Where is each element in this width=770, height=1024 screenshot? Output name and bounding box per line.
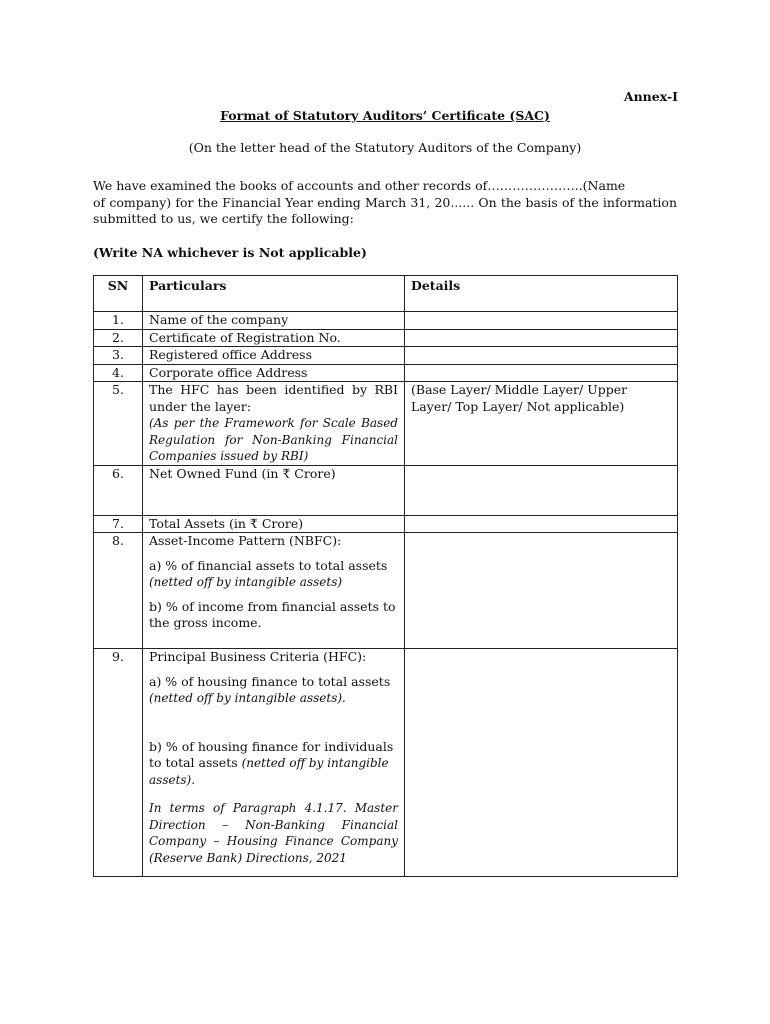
- row-particulars: [143, 649, 405, 877]
- principal-business-item-a-note: (netted off by intangible assets).: [149, 691, 346, 705]
- row-particulars: Certificate of Registration No.: [143, 329, 405, 347]
- row-particulars: Total Assets (in ₹ Crore): [143, 515, 405, 533]
- table-row: [94, 465, 678, 515]
- intro-line-1: We have examined the books of accounts and other records of…………………..(Name: [93, 178, 626, 193]
- principal-business-heading: Principal Business Criteria (HFC):: [149, 649, 367, 664]
- row-details-cell[interactable]: [405, 515, 678, 533]
- table-row: [94, 533, 678, 649]
- principal-business-item-a: a) % of housing finance to total assets: [149, 673, 391, 689]
- table-row: [94, 329, 678, 347]
- row-sn: 6.: [94, 465, 143, 515]
- table-row: [94, 364, 678, 382]
- row-particulars: Corporate office Address: [143, 364, 405, 382]
- row-details-cell[interactable]: (Base Layer/ Middle Layer/ Upper Layer/ Top Layer/ Not applicable): [405, 382, 678, 466]
- table-row: [94, 312, 678, 330]
- table-row: [94, 649, 678, 877]
- row-sn: 1.: [94, 312, 143, 330]
- header-details: Details: [405, 276, 678, 312]
- row-details-cell[interactable]: [405, 364, 678, 382]
- row-details-cell[interactable]: [405, 312, 678, 330]
- row-sn: 9.: [94, 649, 143, 877]
- row-sn: 7.: [94, 515, 143, 533]
- asset-income-item-b: b) % of income from financial assets to the gross income.: [149, 598, 396, 630]
- row-sn: 5.: [94, 382, 143, 466]
- principal-business-item-b-text: b) % of housing finance for individuals to total assets: [149, 738, 394, 770]
- row-details-cell[interactable]: [405, 347, 678, 365]
- row-particulars: Registered office Address: [143, 347, 405, 365]
- annex-label: Annex-I: [623, 89, 678, 104]
- row-sn: 4.: [94, 364, 143, 382]
- principal-business-item-b-note: (netted off by intangible assets).: [149, 756, 389, 787]
- table-header-row: [94, 276, 678, 312]
- instruction-note: (Write NA whichever is Not applicable): [93, 245, 367, 260]
- layer-framework-note: (As per the Framework for Scale Based Regulation for Non-Banking Financial Companies issued by RBI): [149, 416, 398, 463]
- row-particulars: [143, 382, 405, 466]
- row-sn: 2.: [94, 329, 143, 347]
- page-title: Format of Statutory Auditors’ Certificate (SAC): [220, 108, 550, 123]
- table-row: [94, 347, 678, 365]
- row-particulars: Name of the company: [143, 312, 405, 330]
- asset-income-item-a: a) % of financial assets to total assets: [149, 557, 388, 573]
- intro-line-3: submitted to us, we certify the following:: [93, 211, 354, 226]
- row-sn: 3.: [94, 347, 143, 365]
- header-particulars: Particulars: [143, 276, 405, 312]
- asset-income-heading: Asset-Income Pattern (NBFC):: [149, 533, 342, 548]
- row-details-cell[interactable]: [405, 533, 678, 649]
- header-sn: SN: [94, 276, 143, 312]
- row-details-cell[interactable]: [405, 649, 678, 877]
- row-particulars: [143, 533, 405, 649]
- intro-paragraph: [93, 178, 677, 228]
- row-details-cell[interactable]: [405, 329, 678, 347]
- table-row: [94, 382, 678, 466]
- page-subtitle: (On the letter head of the Statutory Auditors of the Company): [188, 140, 582, 155]
- row-sn: 8.: [94, 533, 143, 649]
- master-direction-reference: In terms of Paragraph 4.1.17. Master Direction – Non-Banking Financial Company – Housing Finance Company (Reserve Bank) Directions, 2021: [149, 801, 398, 865]
- row-particulars: Net Owned Fund (in ₹ Crore): [143, 465, 405, 515]
- row-details-cell[interactable]: [405, 465, 678, 515]
- asset-income-item-a-note: (netted off by intangible assets): [149, 575, 343, 589]
- table-row: [94, 515, 678, 533]
- principal-business-item-b: [149, 739, 398, 789]
- certificate-table: [93, 275, 678, 877]
- intro-line-2: of company) for the Financial Year ending March 31, 20...... On the basis of the information: [93, 194, 677, 210]
- layer-question: The HFC has been identified by RBI under the layer:: [149, 382, 398, 414]
